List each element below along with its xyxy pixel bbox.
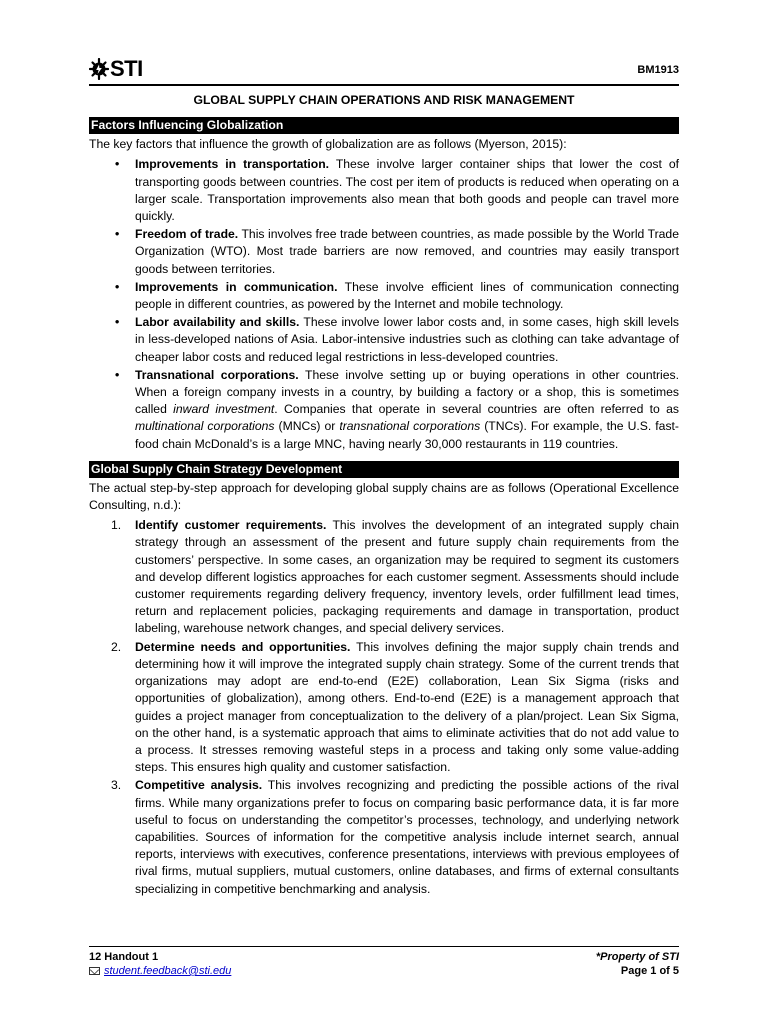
item-text: These involve efficient lines of communication connecting people in different countries, as powered by the Internet and mobile technology. [135,279,679,312]
mail-icon [89,967,100,975]
page-number: Page 1 of 5 [620,965,679,977]
item-emphasis: multinational corporations [135,419,275,434]
document-code: BM1913 [637,64,679,76]
item-lead: Transnational corporations. [135,367,299,382]
section-intro: The key factors that influence the growth of globalization are as follows (Myerson, 2015): [89,137,567,152]
handout-label: 12 Handout 1 [89,951,159,963]
section-heading-strategy: Global Supply Chain Strategy Development [89,461,679,478]
list-item [111,517,679,637]
item-lead: Labor availability and skills. [135,315,300,330]
list-item [135,314,679,366]
item-text: These involve lower labor costs and, in some cases, high skill levels in less-developed nations of Asia. Labor-intensive industries such as clothing can take advantage of cheaper labor costs and reduced legal restrictions in less-developed countries. [135,315,680,364]
footer-rule [89,946,679,947]
section-heading-factors: Factors Influencing Globalization [89,117,679,134]
list-item [135,367,679,453]
list-item [135,226,679,278]
item-text: This involves recognizing and predicting the possible actions of the rival firms. While many organizations prefer to focus on comparing basic performance data, it is far more useful to focus on understanding the competitor’s processes, technology, and underlying network capabilities. Sources of information for the competitive analysis include internet search, annual reports, interviews with executives, conference presentations, interviews with previous employees of rival firms, mutual suppliers, mutual customers, online databases, and firms of external consultants specializing in competitive benchmarking and analysis. [135,778,679,896]
item-text: (MNCs) or [274,419,340,434]
strategy-steps-list [89,517,679,897]
logo-text: STI [110,56,143,81]
list-item [135,156,679,225]
factors-list [89,156,679,452]
item-lead: Freedom of trade. [135,227,239,242]
feedback-contact [89,964,231,978]
list-item [111,639,679,777]
item-lead: Identify customer requirements. [135,518,327,533]
header-rule [89,84,679,86]
sti-logo-icon [89,58,109,80]
item-emphasis: inward investment [173,402,275,417]
item-emphasis: transnational corporations [339,419,481,434]
item-text: These involve setting up or buying operations in other countries. When a foreign company invests in a country, by building a factory or a shop, this is sometimes called [135,367,680,417]
item-number: 3. [111,778,122,793]
item-text: This involves free trade between countries, as made possible by the World Trade Organization (WTO). Most trade barriers are now removed, and countries may easily transport goods between territories. [135,227,679,276]
page-header [89,55,679,83]
item-text: (TNCs). For example, the U.S. fast-food chain McDonald’s is a large MNC, having nearly 30,000 restaurants in 119 countries. [135,419,679,451]
item-lead: Competitive analysis. [135,778,263,793]
item-text: These involve larger container ships that lower the cost of transporting goods between countries. The cost per item of products is reduced when operating on a larger scale. Transportation improvements also mean that both goods and people can travel more quickly. [135,157,680,224]
section-intro: The actual step-by-step approach for developing global supply chains are as follows (Operational Excellence Consulting, n.d.): [89,480,679,513]
list-item [111,777,679,897]
item-text: This involves defining the major supply chain trends and determining how it will improve the integrated supply chain strategy. Some of the current trends that organizations may adopt are end-to-end (E2E) collaboration, Lean Six Sigma (risks and opportunities of globalization), among others. End-to-end (E2E) is a management approach that guides a project manager from conceptualization to the delivery of a plan/project. Lean Six Sigma, on the other hand, is a systematic approach that aims to eliminate activities that do not add value to a process. It stresses removing wasteful steps in a process and taking only some value-adding steps. This ensures high quality and customer satisfaction. [135,639,679,775]
property-label: *Property of STI [595,951,679,963]
feedback-email-link[interactable]: student.feedback@sti.edu [104,965,232,977]
list-item [135,279,679,313]
document-body [89,92,679,899]
item-number: 1. [111,518,122,533]
document-title: GLOBAL SUPPLY CHAIN OPERATIONS AND RISK MANAGEMENT [193,93,575,107]
sti-logo [89,57,143,81]
item-lead: Determine needs and opportunities. [135,639,351,654]
item-text: . Companies that operate in several countries are often referred to as [274,402,679,417]
item-number: 2. [111,639,122,654]
item-lead: Improvements in transportation. [135,157,330,172]
item-lead: Improvements in communication. [135,279,338,294]
item-text: This involves the development of an integrated supply chain strategy through an assessment of the present and future supply chain requirements from the customers’ perspective. In some cases, an organization may be required to segment its customers and develop different logistics approaches for each customer segment. Assessments should include customer requirements regarding delivery frequency, inventory levels, order fulfillment lead times, return and replacement policies, packaging requirements and damage in transportation, product labeling, warehouse network changes, and special delivery services. [135,518,679,636]
